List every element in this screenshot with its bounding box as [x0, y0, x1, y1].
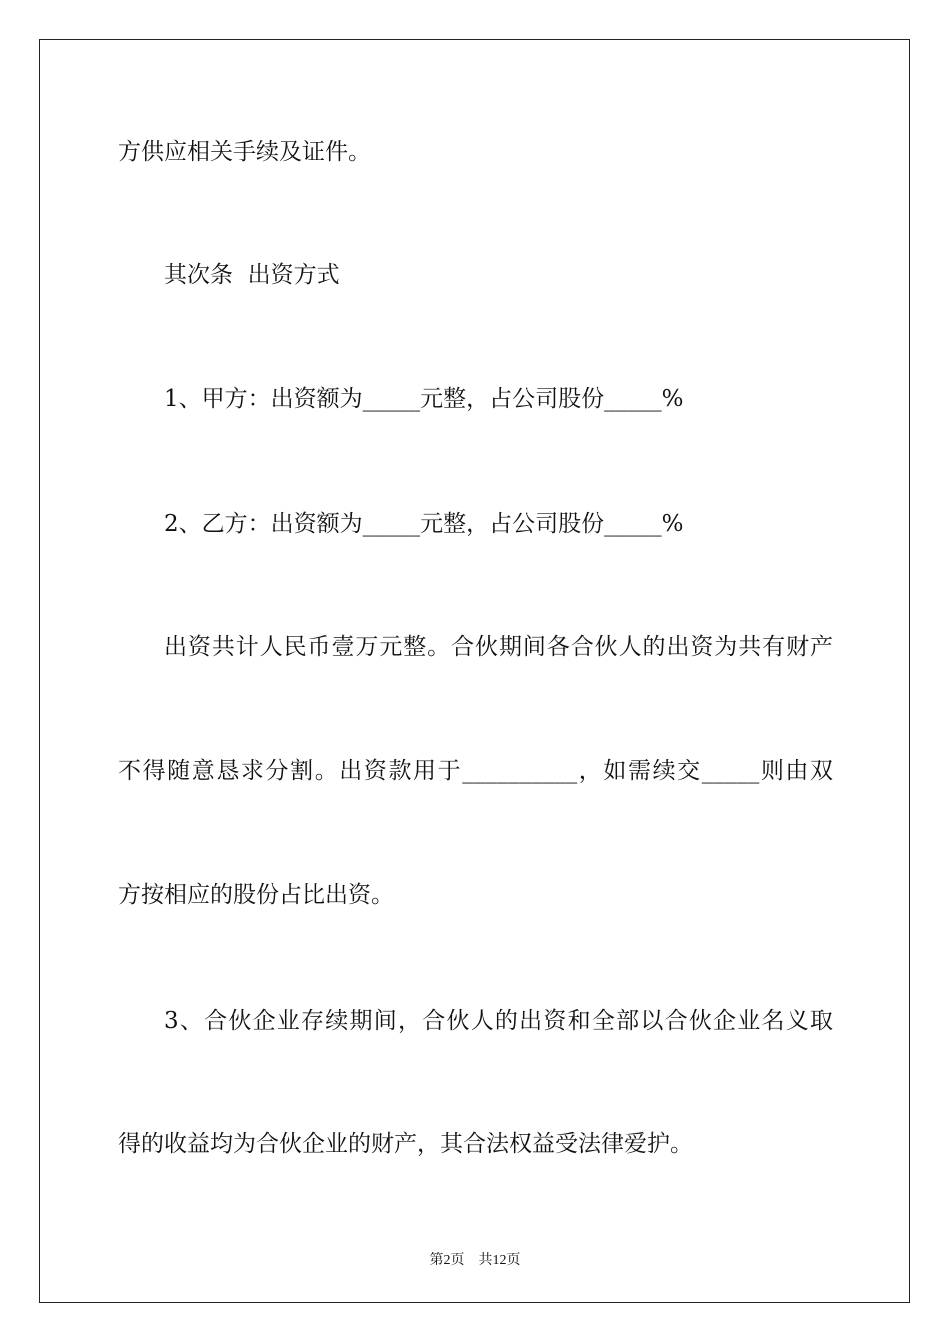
- text-line-ratio: 方按相应的股份占比出资。: [118, 882, 394, 908]
- text-line-1: 方供应相关手续及证件。: [118, 139, 371, 165]
- text-line-clause-3: 3、合伙企业存续期间，合伙人的出资和全部以合伙企业名义取: [164, 1008, 833, 1034]
- page-footer: 第2页 共12页: [429, 1253, 521, 1268]
- page-frame: [39, 39, 910, 1303]
- text-line-usage: 不得随意恳求分割。出资款用于__________，如需续交_____则由双: [118, 758, 833, 784]
- text-line-party-a: 1、甲方：出资额为_____元整，占公司股份_____%: [164, 386, 684, 412]
- text-line-party-b: 2、乙方：出资额为_____元整，占公司股份_____%: [164, 511, 684, 537]
- text-line-clause-3-cont: 得的收益均为合伙企业的财产，其合法权益受法律爱护。: [118, 1131, 693, 1157]
- text-line-total: 出资共计人民币壹万元整。合伙期间各合伙人的出资为共有财产: [164, 634, 833, 660]
- section-heading: 其次条 出资方式: [164, 262, 340, 288]
